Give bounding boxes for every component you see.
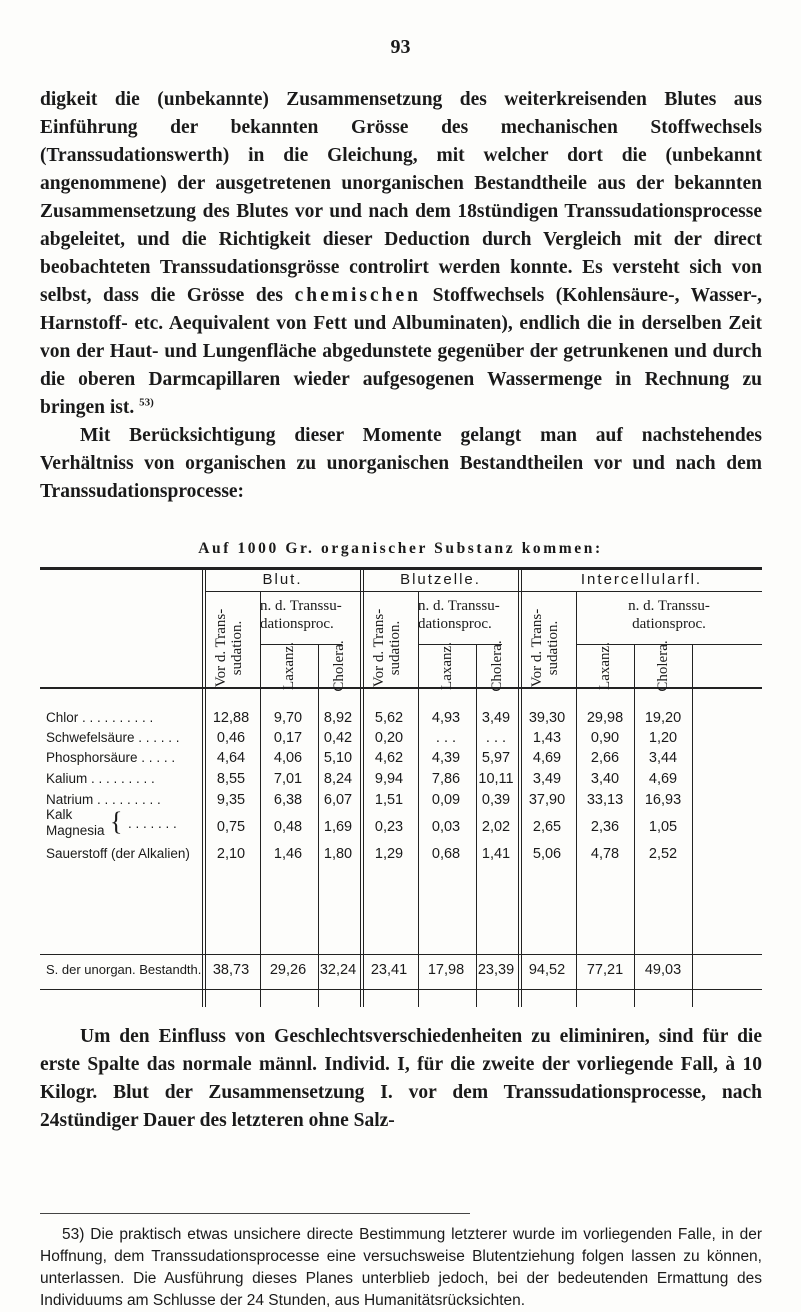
table-cell: 0,46 <box>216 730 246 746</box>
table-cell: 8,24 <box>323 771 353 787</box>
row-label: Sauerstoff (der Alkalien) <box>46 846 190 861</box>
column-divider-7 <box>692 645 693 1007</box>
intro-text: digkeit die (unbekannte) Zusammensetzung des weiterkreisenden Blutes aus Einführung der bekannten Grösse des mechanischen Stoffwechsels (Transsudationswerth) in die Gleichung, mit welcher dort die (unbekannt angenommene) der ausgetretenen unorganischen Bestandtheile aus der bekannten Zusammensetzung des Blutes vor und nach dem 18stündigen Transsudationsprocesse abgeleitet, und die Richtigkeit dieser Deduction durch Vergleich mit der direct beobachteten Transsudationsgrösse controlirt werden konnte. Es versteht sich von selbst, dass die Grösse des chemischen Stoffwechsels (Kohlensäure-, Wasser-, Harnstoff- etc. Aequivalent von Fett und Albuminaten), endlich die in derselben Zeit von der Haut- und Lungenfläche abgedunstete gegenüber der getrunkenen und durch die oberen Darmcapillaren wieder aufgesogenen Wassermenge in Rechnung zu bringen ist. <box>40 89 762 418</box>
table-cell: 7,01 <box>273 771 303 787</box>
table-cell: 3,40 <box>590 771 620 787</box>
header-after-3: n. d. Transsu- dationsproc. <box>628 598 710 632</box>
table-cell: 5,10 <box>323 750 353 766</box>
sum-cell: 32,24 <box>319 962 357 978</box>
page-number: 93 <box>390 36 411 58</box>
group-divider-2a <box>360 567 361 1007</box>
table-cell: 0,09 <box>431 792 461 808</box>
table-cell: 0,42 <box>323 730 353 746</box>
group-divider-1a <box>202 567 203 1007</box>
table-cell: 0,75 <box>216 819 246 835</box>
table-cell: 4,93 <box>431 710 461 726</box>
sum-cell: 49,03 <box>644 962 682 978</box>
table-cell: 2,02 <box>481 819 511 835</box>
header-cholera-2: Cholera. <box>489 640 505 692</box>
table-bottom-rule <box>40 989 762 990</box>
header-cholera-3: Cholera. <box>655 640 671 692</box>
table-top-rule <box>40 567 762 570</box>
group-divider-1b <box>205 567 206 1007</box>
group-header-rule <box>205 591 762 592</box>
table-cell: 4,06 <box>273 750 303 766</box>
table-cell: 3,49 <box>532 771 562 787</box>
table-cell: 1,05 <box>648 819 678 835</box>
spaced-word: chemischen <box>294 285 422 306</box>
row-label: Natrium . . . . . . . . . <box>46 792 161 807</box>
row-label: Phosphorsäure . . . . . <box>46 750 176 765</box>
table-cell: 9,70 <box>273 710 303 726</box>
table-cell: 2,52 <box>648 846 678 862</box>
group-header-2: Blutzelle. <box>400 571 481 588</box>
table-cell: 0,90 <box>590 730 620 746</box>
table-cell: 6,07 <box>323 792 353 808</box>
brace-icon: { <box>110 807 123 836</box>
sum-cell: 23,39 <box>477 962 515 978</box>
third-paragraph-text: Um den Einfluss von Geschlechtsverschiedenheiten zu eliminiren, sind für die erste Spalte das normale männl. Individ. I, für die zweite der vorliegende Fall, à 10 Kilogr. Blut der Zusammensetzung I. vor dem Transsudationsprocesse, nach 24stündiger Dauer des letzteren ohne Salz- <box>40 1026 762 1131</box>
footnote <box>40 1224 762 1312</box>
table-cell: 5,97 <box>481 750 511 766</box>
footnote-reference: 53) <box>139 396 154 409</box>
group-divider-3b <box>521 567 522 1007</box>
table-cell: 0,17 <box>273 730 303 746</box>
table-cell: 2,65 <box>532 819 562 835</box>
row-label: Kalium . . . . . . . . . <box>46 771 155 786</box>
group-divider-2b <box>363 567 364 1007</box>
header-after-2: n. d. Transsu- dationsproc. <box>418 598 500 632</box>
sum-cell: 29,26 <box>269 962 307 978</box>
table-cell: 0,68 <box>431 846 461 862</box>
table-cell: 5,62 <box>374 710 404 726</box>
table-cell: 0,39 <box>481 792 511 808</box>
table-cell: 1,46 <box>273 846 303 862</box>
row-label: Schwefelsäure . . . . . . <box>46 730 180 745</box>
table-cell: 9,94 <box>374 771 404 787</box>
table-cell: 4,69 <box>648 771 678 787</box>
row-label-kalk: Kalk <box>46 807 73 822</box>
table-cell: 29,98 <box>586 710 624 726</box>
table-cell: 0,23 <box>374 819 404 835</box>
table-cell: 1,43 <box>532 730 562 746</box>
header-before-3: Vor d. Trans- sudation. <box>528 608 561 688</box>
table-cell: 1,41 <box>481 846 511 862</box>
group-header-3: Intercellularfl. <box>580 571 703 588</box>
table-cell: 10,11 <box>478 771 514 787</box>
table-cell: 3,44 <box>648 750 678 766</box>
table-cell: 5,06 <box>532 846 562 862</box>
table-cell: 8,92 <box>323 710 353 726</box>
footnote-divider <box>40 1213 470 1214</box>
intro-block <box>40 86 762 506</box>
table-cell: 4,78 <box>590 846 620 862</box>
table-cell: 7,86 <box>431 771 461 787</box>
table-cell: 2,36 <box>590 819 620 835</box>
header-laxanz-1: Laxanz. <box>281 642 297 690</box>
table-cell: 1,51 <box>374 792 404 808</box>
table-cell: 3,49 <box>481 710 511 726</box>
header-after-1: n. d. Transsu- dationsproc. <box>260 598 342 632</box>
table-cell: 39,30 <box>528 710 566 726</box>
header-laxanz-2: Laxanz. <box>439 642 455 690</box>
row-label-magnesia: Magnesia <box>46 823 105 838</box>
table-cell: 2,66 <box>590 750 620 766</box>
table-cell: 6,38 <box>273 792 303 808</box>
table-cell: . . . <box>435 730 457 746</box>
intro-paragraph <box>40 86 762 422</box>
table-cell: 9,35 <box>216 792 246 808</box>
table-cell: 1,69 <box>323 819 353 835</box>
table-cell: 37,90 <box>528 792 566 808</box>
table-cell: 4,62 <box>374 750 404 766</box>
sum-row-label: S. der unorgan. Bestandth. <box>46 962 202 977</box>
row-label: Chlor . . . . . . . . . . <box>46 710 154 725</box>
table-cell: 2,10 <box>216 846 246 862</box>
table-cell: 4,69 <box>532 750 562 766</box>
table-cell: 0,20 <box>374 730 404 746</box>
sum-cell: 38,73 <box>212 962 250 978</box>
header-cholera-1: Cholera. <box>331 640 347 692</box>
table-sum-rule <box>40 954 762 955</box>
table-cell: 4,64 <box>216 750 246 766</box>
sum-cell: 94,52 <box>528 962 566 978</box>
footnote-text: 53) Die praktisch etwas unsichere directe Bestimmung letzterer wurde im vorliegenden Falle, in der Hoffnung, dem Transsudationsprocesse eine versuchsweise Blutentziehung folgen lassen zu können, unterlassen. Die Ausführung dieses Planes unterblieb jedoch, bei der bedeutenden Ermattung des Individuums am Schlusse der 24 Stunden, aus Humanitätsrücksichten. <box>40 1226 762 1309</box>
table-cell: 12,88 <box>212 710 250 726</box>
data-table <box>40 567 762 1007</box>
table-cell: 16,93 <box>644 792 682 808</box>
table-cell: 1,29 <box>374 846 404 862</box>
sum-cell: 23,41 <box>370 962 408 978</box>
second-paragraph: Mit Berücksichtigung dieser Momente gelangt man auf nachstehendes Verhältniss von organischen zu unorganischen Bestandtheilen vor und nach dem Transsudationsprocesse: <box>40 425 762 502</box>
table-cell: 0,03 <box>431 819 461 835</box>
sum-cell: 77,21 <box>586 962 624 978</box>
table-cell: 1,80 <box>323 846 353 862</box>
table-cell: 33,13 <box>586 792 624 808</box>
table-cell: . . . <box>485 730 507 746</box>
group-header-1: Blut. <box>262 571 303 588</box>
row-label-dots: . . . . . . . <box>128 816 177 831</box>
table-cell: 4,39 <box>431 750 461 766</box>
table-cell: 1,20 <box>648 730 678 746</box>
header-before-2: Vor d. Trans- sudation. <box>370 608 403 688</box>
table-cell: 8,55 <box>216 771 246 787</box>
header-laxanz-3: Laxanz. <box>597 642 613 690</box>
group-divider-3a <box>518 567 519 1007</box>
subheader-rule-1 <box>260 644 342 645</box>
table-cell: 0,48 <box>273 819 303 835</box>
third-paragraph <box>40 1023 762 1135</box>
table-caption: Auf 1000 Gr. organischer Substanz kommen: <box>198 540 603 557</box>
sum-cell: 17,98 <box>427 962 465 978</box>
header-before-1: Vor d. Trans- sudation. <box>212 608 245 688</box>
table-cell: 19,20 <box>644 710 682 726</box>
